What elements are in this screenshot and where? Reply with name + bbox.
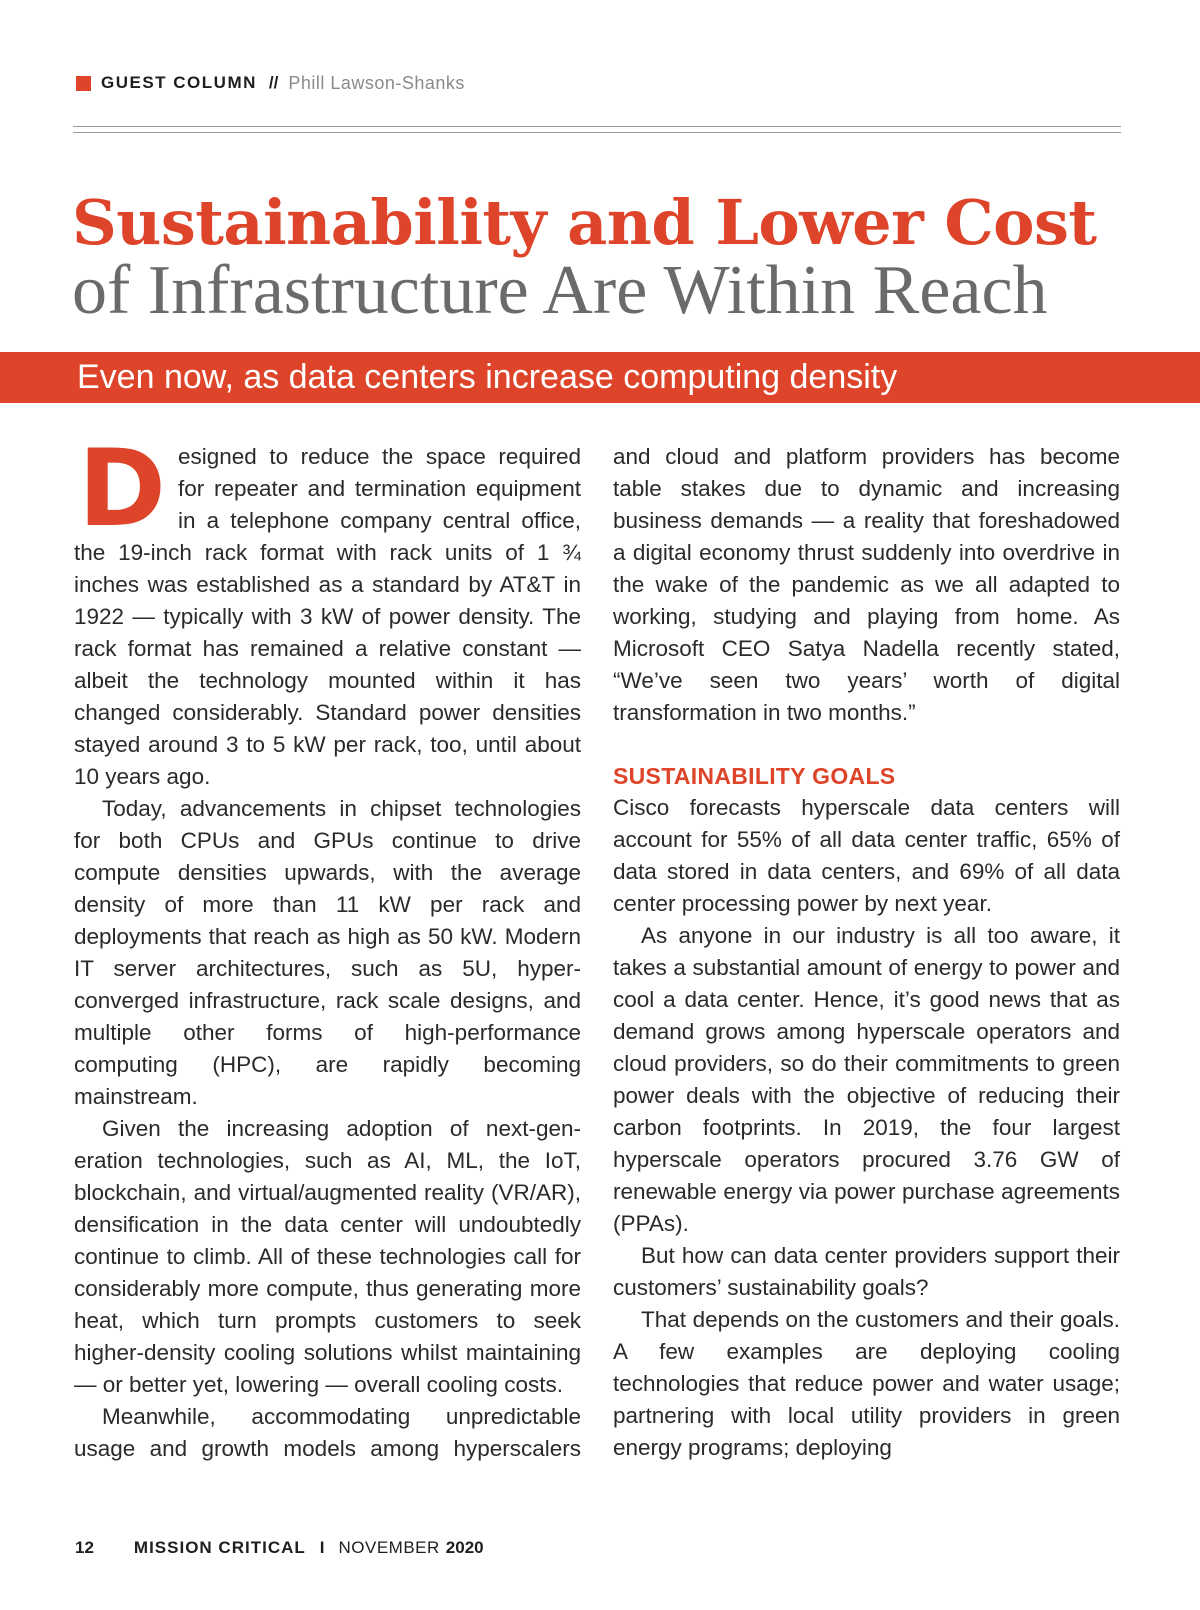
article-column-left bbox=[74, 427, 581, 1465]
header-rule-bottom bbox=[73, 132, 1121, 133]
subheading: SUSTAINABILITY GOALS bbox=[613, 763, 896, 789]
deck-text: Even now, as data centers increase computing density bbox=[77, 358, 898, 396]
issue-month: NOVEMBER bbox=[338, 1538, 440, 1557]
paragraph-1-text: esigned to reduce the space required for repeater and termination equipment in a telephone company central office, the 19-inch rack format with rack units of 1 ¾ inches was established as a standard by AT&T in 1922 — typically with 3 kW of power density. The rack format has remained a relative constant — albeit the technology mounted within it has changed considerably. Standard power densities stayed around 3 to 5 kW per rack, too, until about 10 years ago. bbox=[74, 444, 581, 789]
footer-separator: I bbox=[319, 1538, 325, 1557]
paragraph-7: But how can data center providers support their customers’ sustainability goals? bbox=[613, 1243, 1120, 1300]
paragraph-2: Today, advancements in chipset technologies for both CPUs and GPUs continue to drive compute densities upwards, with the average density of more than 11 kW per rack and deployments that reach as high as 50 kW. Modern IT server architectures, such as 5U, hyper-converged infrastructure, rack scale designs, and multiple other forms of high-performance computing (HPC), are rapidly becoming mainstream. bbox=[74, 796, 581, 1109]
author-name: Phill Lawson-Shanks bbox=[288, 72, 465, 93]
publication-name: MISSION CRITICAL bbox=[133, 1538, 306, 1557]
paragraph-3: Given the increasing adoption of next-generation technologies, such as AI, ML, the IoT, blockchain, and virtual/augmented reality (VR/AR), densification in the data center will undoubtedly continue to climb. All of these technologies call for considerably more compute, thus generating more heat, which turn prompts customers to seek higher-density cooling solutions whilst maintaining — or better yet, lowering — overall cooling costs. bbox=[74, 1116, 581, 1397]
issue-year: 2020 bbox=[445, 1538, 484, 1557]
headline-line-2: of Infrastructure Are Within Reach bbox=[72, 252, 1048, 329]
page-footer bbox=[75, 1538, 484, 1558]
article-column-right bbox=[613, 441, 1120, 1464]
paragraph-4: Meanwhile, accommodating unpredictable usage and growth models among hyperscalers bbox=[74, 1404, 581, 1461]
header-rule-top bbox=[73, 126, 1121, 127]
paragraph-6: As anyone in our industry is all too aware, it takes a substantial amount of energy to power and cool a data center. Hence, it’s good news that as demand grows among hyperscale operators and cloud providers, so do their commitments to green power deals with the objective of reducing their carbon footprints. In 2019, the four largest hyperscale operators procured 3.76 GW of renewable energy via power purchase agreements (PPAs). bbox=[613, 923, 1120, 1236]
header-separator: // bbox=[268, 73, 279, 92]
paragraph-1 bbox=[74, 427, 581, 793]
paragraph-8: That depends on the customers and their goals. A few examples are deploying cooling technologies that reduce power and water usage; partnering with local utility providers in green energy programs; deploying bbox=[613, 1307, 1120, 1460]
headline-line-1: Sustainability and Lower Cost bbox=[72, 186, 1097, 259]
section-label: GUEST COLUMN bbox=[101, 73, 257, 92]
page-number: 12 bbox=[75, 1538, 94, 1557]
section-header bbox=[76, 70, 465, 96]
paragraph-5: Cisco forecasts hyperscale data centers will account for 55% of all data center traffic, 65% of data stored in data centers, and 69% of all data center processing power by next year. bbox=[613, 795, 1120, 916]
section-marker-icon bbox=[76, 76, 91, 91]
deck-banner bbox=[0, 352, 1200, 403]
drop-cap: D bbox=[78, 427, 166, 550]
paragraph-4-continued: and cloud and platform providers has become table stakes due to dynamic and increasing business demands — a reality that foreshadowed a digital economy thrust suddenly into overdrive in the wake of the pandemic as we all adapted to working, studying and playing from home. As Microsoft CEO Satya Nadella recently stated, “We’ve seen two years’ worth of digital transformation in two months.” bbox=[613, 444, 1120, 725]
